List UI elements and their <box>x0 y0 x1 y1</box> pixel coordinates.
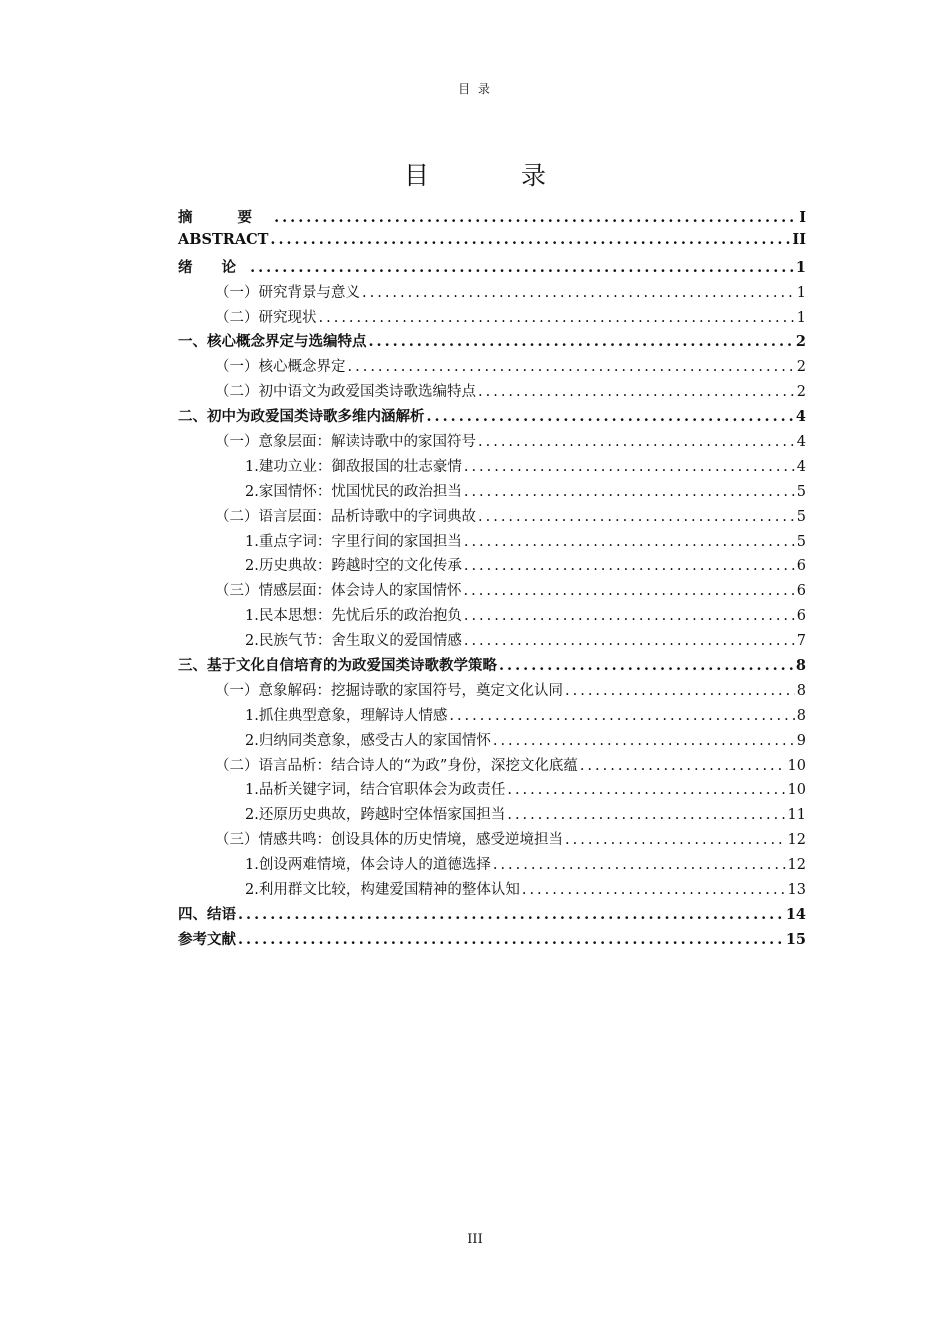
toc-dot-leader <box>464 484 795 500</box>
toc-entry-label: （一）研究背景与意义 <box>215 284 360 301</box>
toc-entry-label: 2.归纳同类意象，感受古人的家国情怀 <box>245 732 491 749</box>
toc-entry[interactable] <box>178 206 806 231</box>
toc-entry[interactable] <box>178 505 806 530</box>
toc-entry[interactable] <box>178 554 806 579</box>
toc-entry-label: 参考文献 <box>178 930 236 948</box>
toc-dot-leader <box>464 459 795 475</box>
toc-entry[interactable] <box>178 604 806 629</box>
toc-entry[interactable] <box>178 231 806 256</box>
toc-entry-page: 2 <box>796 384 806 401</box>
toc-entry-label: 1.抓住典型意象，理解诗人情感 <box>245 707 448 724</box>
toc-dot-leader <box>348 359 795 375</box>
toc-entry[interactable] <box>178 654 806 679</box>
toc-entry-page: 12 <box>787 832 806 849</box>
toc-entry-label: 2.家国情怀：忧国忧民的政治担当 <box>245 483 462 500</box>
toc-entry[interactable] <box>178 579 806 604</box>
toc-entry[interactable] <box>178 754 806 779</box>
toc-dot-leader <box>250 259 794 276</box>
toc-dot-leader <box>499 657 794 674</box>
toc-dot-leader <box>565 832 786 848</box>
toc-entry[interactable] <box>178 405 806 430</box>
toc-entry-page: 10 <box>787 782 806 799</box>
toc-entry-label: 1.品析关键字词，结合官职体会为政责任 <box>245 782 506 799</box>
toc-entry[interactable] <box>178 629 806 654</box>
toc-entry-page: 6 <box>796 583 806 600</box>
toc-entry[interactable] <box>178 256 806 281</box>
toc-entry-label: 1.重点字词：字里行间的家国担当 <box>245 533 462 550</box>
toc-entry-page: 8 <box>796 682 806 699</box>
toc-entry[interactable] <box>178 928 806 953</box>
toc-entry[interactable] <box>178 330 806 355</box>
toc-entry-label: 三、基于文化自信培育的为政爱国类诗歌教学策略 <box>178 657 497 675</box>
toc-entry-label: 四、结语 <box>178 905 236 923</box>
toc-entry-page: 8 <box>796 707 806 724</box>
toc-entry-label: 1.民本思想：先忧后乐的政治抱负 <box>245 608 462 625</box>
toc-entry-page: 2 <box>795 333 806 351</box>
toc-entry[interactable] <box>178 704 806 729</box>
toc-dot-leader <box>427 408 794 425</box>
toc-dot-leader <box>507 782 785 798</box>
toc-dot-leader <box>449 708 794 724</box>
toc-entry[interactable] <box>178 679 806 704</box>
toc-entry-page: 12 <box>787 857 806 874</box>
toc-dot-leader <box>565 683 795 699</box>
page-number: III <box>467 1232 483 1247</box>
toc-entry-label: （二）语言层面：品析诗歌中的字词典故 <box>215 508 476 525</box>
toc-entry-page: 4 <box>796 458 806 475</box>
toc-entry-page: 6 <box>796 608 806 625</box>
toc-entry-page: 1 <box>796 284 806 301</box>
toc-entry-page: 1 <box>795 258 806 276</box>
toc-entry-page: 13 <box>787 882 806 899</box>
toc-entry-page: 4 <box>795 408 806 426</box>
toc-entry[interactable] <box>178 778 806 803</box>
toc-entry-page: 11 <box>787 807 806 824</box>
toc-entry-page: 9 <box>796 732 806 749</box>
toc-entry-label: 2.还原历史典故，跨越时空体悟家国担当 <box>245 807 506 824</box>
toc-entry-label: （三）情感层面：体会诗人的家国情怀 <box>215 583 462 600</box>
toc-dot-leader <box>274 209 797 226</box>
toc-entry-label: 绪 论 <box>178 258 249 276</box>
toc-dot-leader <box>478 384 795 400</box>
toc-entry-label: （一）意象解码：挖掘诗歌的家国符号，奠定文化认同 <box>215 682 563 699</box>
toc-entry-page: 15 <box>785 930 806 948</box>
toc-entry-label: （一）核心概念界定 <box>215 359 346 376</box>
toc-entry[interactable] <box>178 455 806 480</box>
toc-dot-leader <box>238 931 784 948</box>
toc-dot-leader <box>464 558 795 574</box>
toc-entry-page: 6 <box>796 558 806 575</box>
toc-entry-label: 2.历史典故：跨越时空的文化传承 <box>245 558 462 575</box>
running-header: 目 录 <box>458 82 492 96</box>
toc-entry-label: 2.利用群文比较，构建爱国精神的整体认知 <box>245 882 520 899</box>
toc-dot-leader <box>478 434 795 450</box>
toc-entry-page: 14 <box>785 905 806 923</box>
toc-entry-page: 5 <box>796 533 806 550</box>
toc-dot-leader <box>478 509 795 525</box>
toc-dot-leader <box>369 333 794 350</box>
toc-entry-label: 2.民族气节：舍生取义的爱国情感 <box>245 633 462 650</box>
toc-entry-page: I <box>799 209 806 226</box>
toc-dot-leader <box>319 310 795 326</box>
toc-entry-label: （二）语言品析：结合诗人的“为政”身份，深挖文化底蕴 <box>215 757 578 774</box>
toc-entry[interactable] <box>178 306 806 331</box>
toc-entry-page: 5 <box>796 508 806 525</box>
toc-entry-page: 1 <box>796 309 806 326</box>
toc-entry-page: 10 <box>787 757 806 774</box>
toc-dot-leader <box>580 758 786 774</box>
toc-dot-leader <box>464 583 795 599</box>
toc-entry[interactable] <box>178 853 806 878</box>
toc-dot-leader <box>464 608 795 624</box>
toc-entry-page: 5 <box>796 483 806 500</box>
toc-entry[interactable] <box>178 828 806 853</box>
toc-dot-leader <box>493 857 786 873</box>
toc-entry[interactable] <box>178 729 806 754</box>
toc-entry[interactable] <box>178 480 806 505</box>
toc-entry[interactable] <box>178 530 806 555</box>
toc-entry-page: 7 <box>796 633 806 650</box>
toc-entry-page: 2 <box>796 359 806 376</box>
toc-entry[interactable] <box>178 878 806 903</box>
toc-entry-label: ABSTRACT <box>178 230 269 248</box>
toc-entry-page: II <box>792 230 806 248</box>
toc-entry-label: 二、初中为政爱国类诗歌多维内涵解析 <box>178 408 425 426</box>
toc-entry-label: （一）意象层面：解读诗歌中的家国符号 <box>215 434 476 451</box>
toc-entry-label: 1.建功立业：御敌报国的壮志豪情 <box>245 458 462 475</box>
toc-dot-leader <box>238 906 784 923</box>
toc-entry[interactable] <box>178 803 806 828</box>
toc-dot-leader <box>507 807 785 823</box>
toc-dot-leader <box>464 633 795 649</box>
toc-dot-leader <box>493 733 795 749</box>
toc-dot-leader <box>464 534 795 550</box>
toc-entry-label: （三）情感共鸣：创设具体的历史情境，感受逆境担当 <box>215 832 563 849</box>
toc-dot-leader <box>522 882 786 898</box>
toc-entry-page: 4 <box>796 434 806 451</box>
toc-entry[interactable] <box>178 380 806 405</box>
toc-entry-label: （二）初中语文为政爱国类诗歌选编特点 <box>215 384 476 401</box>
toc-entry[interactable] <box>178 430 806 455</box>
toc-entry-label: 摘 要 <box>178 209 273 226</box>
toc-entry-page: 8 <box>795 657 806 675</box>
toc-entry[interactable] <box>178 903 806 928</box>
toc-entry[interactable] <box>178 281 806 306</box>
toc-dot-leader <box>270 231 790 248</box>
table-of-contents <box>178 206 806 953</box>
page-title: 目 录 <box>404 161 588 190</box>
toc-entry[interactable] <box>178 355 806 380</box>
toc-entry-label: （二）研究现状 <box>215 309 317 326</box>
toc-entry-label: 一、核心概念界定与选编特点 <box>178 333 367 351</box>
toc-dot-leader <box>362 285 795 301</box>
toc-entry-label: 1.创设两难情境，体会诗人的道德选择 <box>245 857 491 874</box>
